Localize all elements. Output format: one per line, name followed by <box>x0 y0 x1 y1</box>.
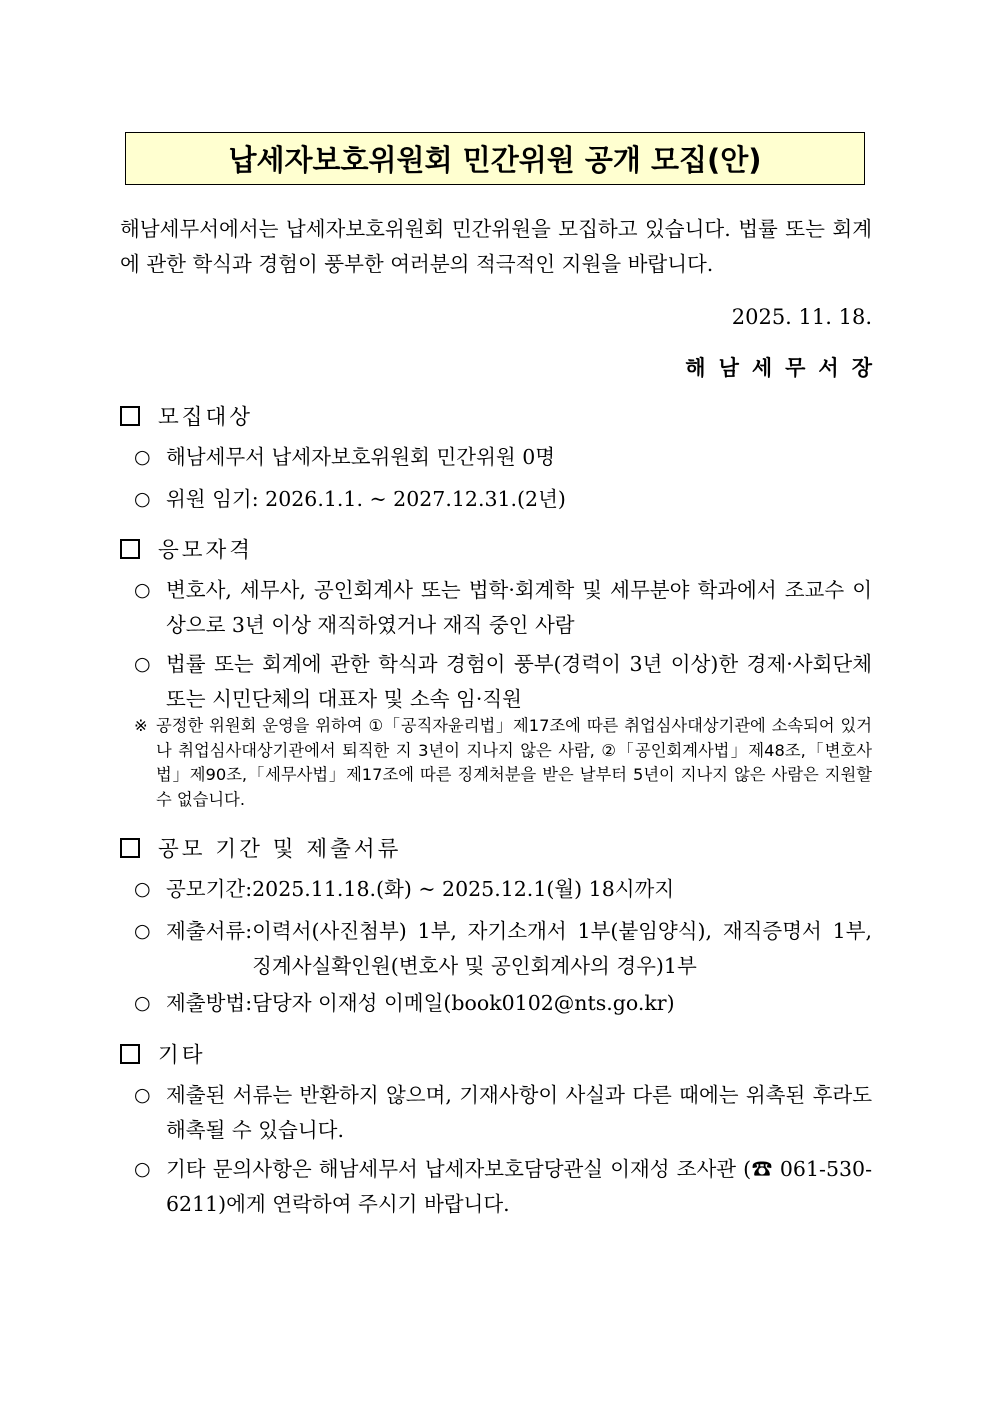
list-item-text: 제출된 서류는 반환하지 않으며, 기재사항이 사실과 다른 때에는 위촉된 후라도 해촉될 수 있습니다. <box>166 1083 872 1142</box>
section-recruitment-target <box>120 400 253 431</box>
circle-bullet-icon: ○ <box>134 920 151 942</box>
circle-bullet-icon: ○ <box>134 992 151 1014</box>
checkbox-square-icon <box>120 406 140 426</box>
circle-bullet-icon: ○ <box>134 446 151 468</box>
item-value: 담당자 이재성 이메일(book0102@nts.go.kr) <box>252 991 675 1015</box>
section-eligibility <box>120 533 253 564</box>
circle-bullet-icon: ○ <box>134 653 151 675</box>
list-item <box>134 573 872 643</box>
page-title-text: 납세자보호위원회 민간위원 공개 모집(안) <box>228 143 762 177</box>
section-title: 기타 <box>158 1043 206 1068</box>
page-title <box>125 132 865 185</box>
list-item <box>134 647 872 717</box>
circle-bullet-icon: ○ <box>134 878 151 900</box>
item-label: 공모기간: <box>166 877 253 901</box>
note-mark-icon: ※ <box>134 716 148 735</box>
section-title: 응모자격 <box>158 538 254 563</box>
circle-bullet-icon: ○ <box>134 488 151 510</box>
list-item-text: 위원 임기: 2026.1.1. ~ 2027.12.31.(2년) <box>166 487 566 511</box>
checkbox-square-icon <box>120 838 140 858</box>
circle-bullet-icon: ○ <box>134 579 151 601</box>
circle-bullet-icon: ○ <box>134 1158 151 1180</box>
list-item <box>134 482 872 517</box>
list-item-text: 기타 문의사항은 해남세무서 납세자보호담당관실 이재성 조사관 (☎ 061-530-6211)에게 연락하여 주시기 바랍니다. <box>166 1157 872 1216</box>
checkbox-square-icon <box>120 539 140 559</box>
list-item <box>134 1152 872 1222</box>
list-item <box>134 1078 872 1148</box>
list-item <box>134 440 872 475</box>
item-label: 제출방법: <box>166 991 253 1015</box>
item-value: 이력서(사진첨부) 1부, 자기소개서 1부(붙임양식), 재직증명서 1부, 징계사실확인원(변호사 및 공인회계사의 경우)1부 <box>252 919 872 978</box>
intro-paragraph: 해남세무서에서는 납세자보호위원회 민간위원을 모집하고 있습니다. 법률 또는 회계에 관한 학식과 경험이 풍부한 여러분의 적극적인 지원을 바랍니다. <box>120 217 872 276</box>
list-item <box>134 872 872 907</box>
list-item-text: 변호사, 세무사, 공인회계사 또는 법학·회계학 및 세무분야 학과에서 조교수 이상으로 3년 이상 재직하였거나 재직 중인 사람 <box>166 578 872 637</box>
issuer-name: 해남세무서장 <box>685 355 885 380</box>
circle-bullet-icon: ○ <box>134 1084 151 1106</box>
eligibility-note <box>134 714 872 812</box>
section-others <box>120 1038 206 1069</box>
section-title: 모집대상 <box>158 405 254 430</box>
list-item <box>134 986 872 1021</box>
section-period-documents <box>120 832 401 863</box>
note-text: 공정한 위원회 운영을 위하여 ①「공직자윤리법」제17조에 따른 취업심사대상기관에 소속되어 있거나 취업심사대상기관에서 퇴직한 지 3년이 지나지 않은 사람, ②「공인회계사법」제48조,「변호사법」제90조,「세무사법」제17조에 따른 징계처분을 받은 날부터 5년이 지나지 않은 사람은 지원할 수 없습니다. <box>156 716 872 809</box>
checkbox-square-icon <box>120 1044 140 1064</box>
list-item-text: 해남세무서 납세자보호위원회 민간위원 0명 <box>166 445 556 469</box>
item-value: 2025.11.18.(화) ~ 2025.12.1(월) 18시까지 <box>252 877 675 901</box>
list-item-text: 법률 또는 회계에 관한 학식과 경험이 풍부(경력이 3년 이상)한 경제·사회단체 또는 시민단체의 대표자 및 소속 임·직원 <box>166 652 872 711</box>
announcement-date: 2025. 11. 18. <box>731 305 872 329</box>
item-label: 제출서류: <box>166 919 253 943</box>
list-item <box>134 914 872 984</box>
section-title: 공모 기간 및 제출서류 <box>158 837 402 862</box>
